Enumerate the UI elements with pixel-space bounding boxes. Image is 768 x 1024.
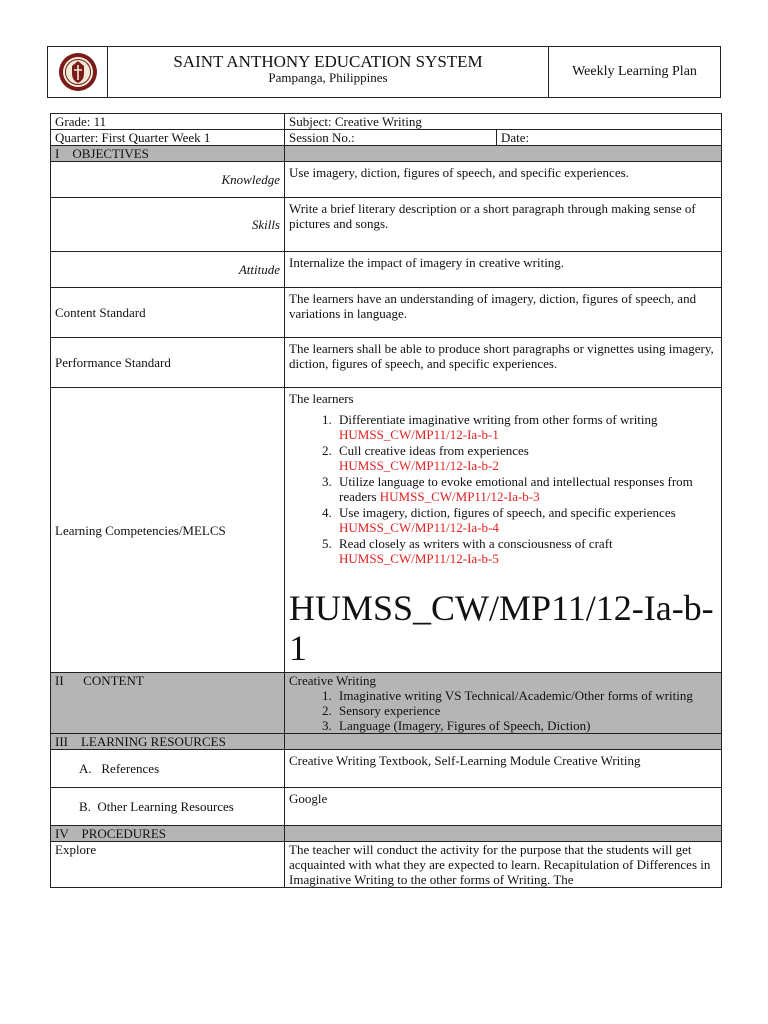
objectives-heading: I OBJECTIVES (51, 146, 285, 162)
school-location: Pampanga, Philippines (268, 70, 388, 85)
content-cell (285, 673, 722, 734)
competency-item: 4. Use imagery, diction, figures of speech, and specific experiences HUMSS_CW/MP11/12-Ia-b-4 (335, 505, 717, 535)
quarter-row (51, 130, 722, 146)
school-logo-cell (48, 47, 108, 97)
content-standard-text: The learners have an understanding of imagery, diction, figures of speech, and variations in language. (285, 288, 722, 338)
performance-standard-label: Performance Standard (51, 338, 285, 388)
content-standard-row (51, 288, 722, 338)
procedures-heading-row (51, 826, 722, 842)
explore-label: Explore (51, 842, 285, 888)
session-cell: Session No.: (285, 130, 497, 146)
competency-item: 1. Differentiate imaginative writing from other forms of writing HUMSS_CW/MP11/12-Ia-b-1 (335, 412, 717, 442)
competencies-intro: The learners (289, 391, 354, 406)
document-header (47, 46, 721, 98)
resources-heading-blank (285, 734, 722, 750)
competencies-cell (285, 388, 722, 673)
attitude-text: Internalize the impact of imagery in creative writing. (285, 252, 722, 288)
skills-text: Write a brief literary description or a short paragraph through making sense of pictures and songs. (285, 198, 722, 252)
quarter-cell: Quarter: First Quarter Week 1 (51, 130, 285, 146)
explore-text: The teacher will conduct the activity for the purpose that the students will get acquainted with what they are expected to learn. Recapitulation of Differences in Imaginative Writing to the other forms of Writing. The (285, 842, 722, 888)
competency-code: HUMSS_CW/MP11/12-Ia-b-2 (339, 458, 499, 473)
performance-standard-text: The learners shall be able to produce short paragraphs or vignettes using imagery, diction, figures of speech, and specific experiences. (285, 338, 722, 388)
knowledge-text: Use imagery, diction, figures of speech, and specific experiences. (285, 162, 722, 198)
school-name: SAINT ANTHONY EDUCATION SYSTEM (173, 52, 483, 71)
other-resources-text: Google (285, 788, 722, 826)
competency-item: 5. Read closely as writers with a consciousness of craft HUMSS_CW/MP11/12-Ia-b-5 (335, 536, 717, 566)
competency-item: 2. Cull creative ideas from experiences HUMSS_CW/MP11/12-Ia-b-2 (335, 443, 717, 473)
competencies-list (289, 412, 717, 566)
explore-row (51, 842, 722, 888)
content-item: 2. Sensory experience (335, 703, 717, 718)
content-title: Creative Writing (289, 673, 376, 688)
attitude-label: Attitude (51, 252, 285, 288)
references-label: A. References (51, 750, 285, 788)
large-competency-code: HUMSS_CW/MP11/12-Ia-b-1 (289, 588, 714, 668)
lesson-plan-table (50, 113, 722, 888)
competency-code: HUMSS_CW/MP11/12-Ia-b-4 (339, 520, 499, 535)
resources-heading: III LEARNING RESOURCES (51, 734, 285, 750)
content-item: 3. Language (Imagery, Figures of Speech, Diction) (335, 718, 717, 733)
performance-standard-row (51, 338, 722, 388)
date-cell: Date: (497, 130, 722, 146)
references-row (51, 750, 722, 788)
other-resources-row (51, 788, 722, 826)
content-heading: II CONTENT (51, 673, 285, 734)
content-standard-label: Content Standard (51, 288, 285, 338)
skills-label: Skills (51, 198, 285, 252)
school-seal-icon (58, 52, 98, 92)
competency-code: HUMSS_CW/MP11/12-Ia-b-5 (339, 551, 499, 566)
grade-row (51, 114, 722, 130)
school-title-cell (108, 47, 549, 97)
grade-cell: Grade: 11 (51, 114, 285, 130)
knowledge-label: Knowledge (51, 162, 285, 198)
competency-item: 3. Utilize language to evoke emotional and intellectual responses from readers HUMSS_CW/MP11/12-Ia-b-3 (335, 474, 717, 504)
content-list (289, 688, 717, 733)
knowledge-row (51, 162, 722, 198)
content-row (51, 673, 722, 734)
content-item: 1. Imaginative writing VS Technical/Academic/Other forms of writing (335, 688, 717, 703)
competencies-row (51, 388, 722, 673)
subject-cell: Subject: Creative Writing (285, 114, 722, 130)
competency-code: HUMSS_CW/MP11/12-Ia-b-3 (379, 489, 540, 504)
competency-code: HUMSS_CW/MP11/12-Ia-b-1 (339, 427, 499, 442)
competencies-label: Learning Competencies/MELCS (51, 388, 285, 673)
skills-row (51, 198, 722, 252)
objectives-heading-blank (285, 146, 722, 162)
objectives-heading-row (51, 146, 722, 162)
plan-title: Weekly Learning Plan (572, 64, 697, 79)
attitude-row (51, 252, 722, 288)
resources-heading-row (51, 734, 722, 750)
procedures-heading-blank (285, 826, 722, 842)
references-text: Creative Writing Textbook, Self-Learning Module Creative Writing (285, 750, 722, 788)
other-resources-label: B. Other Learning Resources (51, 788, 285, 826)
procedures-heading: IV PROCEDURES (51, 826, 285, 842)
